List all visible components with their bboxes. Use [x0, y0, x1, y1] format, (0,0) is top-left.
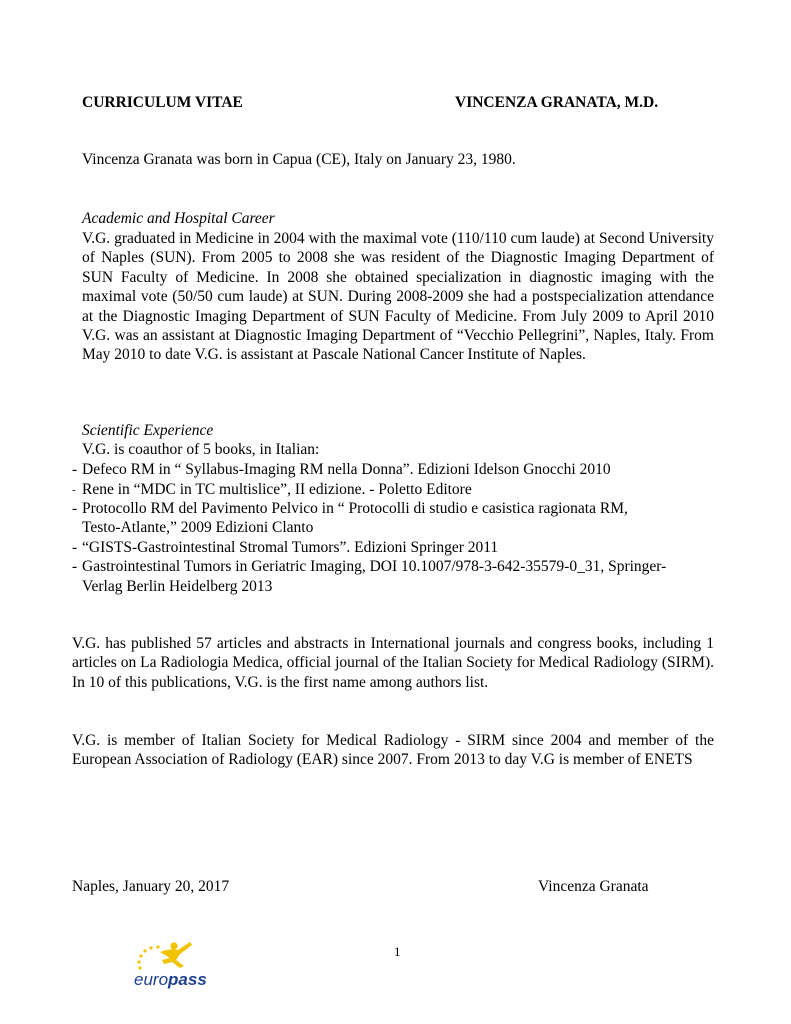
place-date: Naples, January 20, 2017 — [72, 878, 230, 895]
cv-title: CURRICULUM VITAE — [82, 94, 243, 111]
logo-text-pass: pass — [168, 970, 207, 989]
academic-text: V.G. graduated in Medicine in 2004 with the maximal vote (110/110 cum laude) at Second University of Naples (SUN). From 2005 to 2008 she was resident of the Diagnostic Imaging Department of SUN Faculty of Medicine. In 2008 she obtained specialization in diagnostic imaging with the maximal vote (50/50 cum laude) at SUN. During 2008-2009 she had a postspecialization attendance at the Diagnostic Imaging Department of SUN Faculty of Medicine. From July 2009 to April 2010 V.G. was an assistant at Diagnostic Imaging Department of “Vecchio Pellegrini”, Naples, Italy. From May 2010 to date V.G. is assistant at Pascale National Cancer Institute of Naples. — [82, 230, 714, 364]
list-item: - Protocollo RM del Pavimento Pelvico in “ Protocolli di studio e casistica ragionata RM, — [72, 500, 628, 517]
scientific-intro: V.G. is coauthor of 5 books, in Italian: — [82, 441, 320, 458]
list-item-continuation: Verlag Berlin Heidelberg 2013 — [82, 578, 273, 595]
publications-text: V.G. has published 57 articles and abstracts in International journals and congress books, including 1 articles on La Radiologia Medica, official journal of the Italian Society for Medical Radiology (SIRM). In 10 of this publications, V.G. is the first name among authors list. — [72, 635, 714, 691]
europass-logo — [130, 938, 225, 990]
page-number: 1 — [394, 944, 401, 959]
academic-heading: Academic and Hospital Career — [82, 210, 275, 227]
list-item-continuation: Testo-Atlante,” 2009 Edizioni Clanto — [82, 519, 314, 536]
list-item: - Gastrointestinal Tumors in Geriatric Imaging, DOI 10.1007/978-3-642-35579-0_31, Springer- — [72, 558, 667, 575]
membership-text: V.G. is member of Italian Society for Medical Radiology - SIRM since 2004 and member of the European Association of Radiology (EAR) since 2007. From 2013 to day V.G is member of ENETS — [72, 732, 714, 769]
logo-text-euro: euro — [134, 970, 169, 989]
list-item: - Rene in “MDC in TC multislice”, II edizione. - Poletto Editore — [72, 481, 472, 498]
svg-text:europass — [134, 970, 207, 989]
list-item: - Defeco RM in “ Syllabus-Imaging RM nella Donna”. Edizioni Idelson Gnocchi 2010 — [72, 461, 611, 478]
europass-logo-icon — [130, 938, 225, 990]
signature-name: Vincenza Granata — [538, 878, 649, 895]
cv-name: VINCENZA GRANATA, M.D. — [455, 94, 659, 111]
list-item: - “GISTS-Gastrointestinal Stromal Tumors”. Edizioni Springer 2011 — [72, 539, 499, 556]
scientific-heading: Scientific Experience — [82, 422, 214, 439]
intro-text: Vincenza Granata was born in Capua (CE), Italy on January 23, 1980. — [82, 151, 516, 168]
